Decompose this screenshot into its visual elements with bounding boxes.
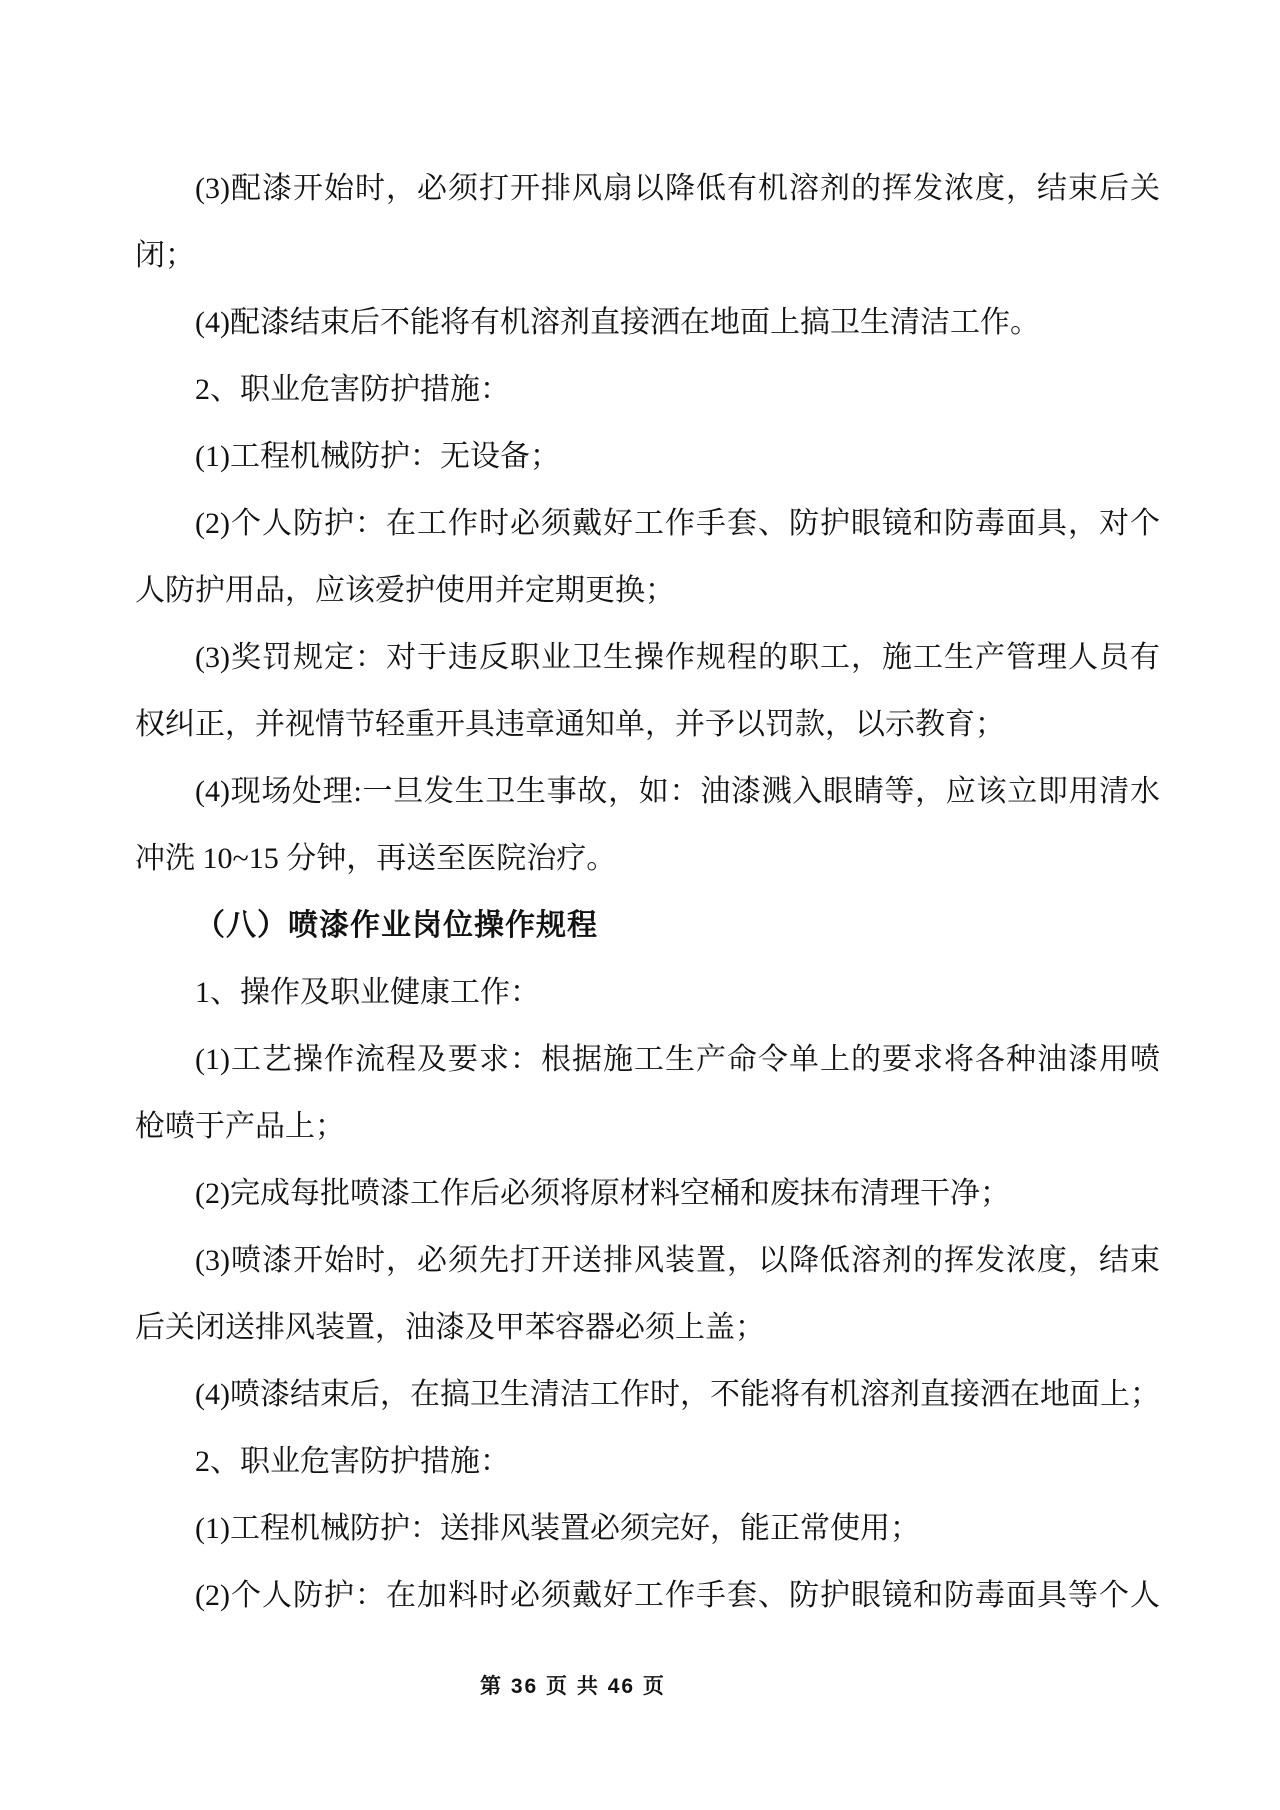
text-line: (1)工艺操作流程及要求：根据施工生产命令单上的要求将各种油漆用喷 (195, 1043, 1160, 1076)
text-line: (4)喷漆结束后，在搞卫生清洁工作时，不能将有机溶剂直接洒在地面上； (195, 1378, 1160, 1411)
text-line: (1)工程机械防护：无设备； (195, 440, 560, 473)
document-body (135, 155, 1160, 1629)
page-footer: 第 36 页 共 46 页 (480, 1675, 666, 1698)
text-line: 枪喷于产品上； (135, 1110, 345, 1143)
text-line: (3)配漆开始时，必须打开排风扇以降低有机溶剂的挥发浓度，结束后关 (195, 172, 1160, 205)
text-line: (4)配漆结束后不能将有机溶剂直接洒在地面上搞卫生清洁工作。 (195, 306, 1040, 339)
text-line: (2)个人防护：在工作时必须戴好工作手套、防护眼镜和防毒面具，对个 (195, 507, 1160, 540)
text-line: 人防护用品，应该爱护使用并定期更换； (135, 574, 675, 607)
text-line: 2、职业危害防护措施： (195, 373, 510, 406)
text-line: (3)奖罚规定：对于违反职业卫生操作规程的职工，施工生产管理人员有 (195, 641, 1160, 674)
text-line: (2)个人防护：在加料时必须戴好工作手套、防护眼镜和防毒面具等个人 (195, 1579, 1160, 1612)
text-line: (3)喷漆开始时，必须先打开送排风装置，以降低溶剂的挥发浓度，结束 (195, 1244, 1160, 1277)
text-line: 2、职业危害防护措施： (195, 1445, 510, 1478)
text-line: (4)现场处理:一旦发生卫生事故，如：油漆溅入眼睛等，应该立即用清水 (195, 775, 1160, 808)
section-heading: （八）喷漆作业岗位操作规程 (195, 909, 598, 942)
text-line: (2)完成每批喷漆工作后必须将原材料空桶和废抹布清理干净； (195, 1177, 1010, 1210)
text-line: 冲洗 10~15 分钟，再送至医院治疗。 (135, 842, 617, 875)
text-line: (1)工程机械防护：送排风装置必须完好，能正常使用； (195, 1512, 920, 1545)
text-line: 1、操作及职业健康工作： (195, 976, 540, 1009)
text-line: 闭； (135, 239, 195, 272)
text-line: 后关闭送排风装置，油漆及甲苯容器必须上盖； (135, 1311, 765, 1344)
text-line: 权纠正，并视情节轻重开具违章通知单，并予以罚款，以示教育； (135, 708, 1005, 741)
